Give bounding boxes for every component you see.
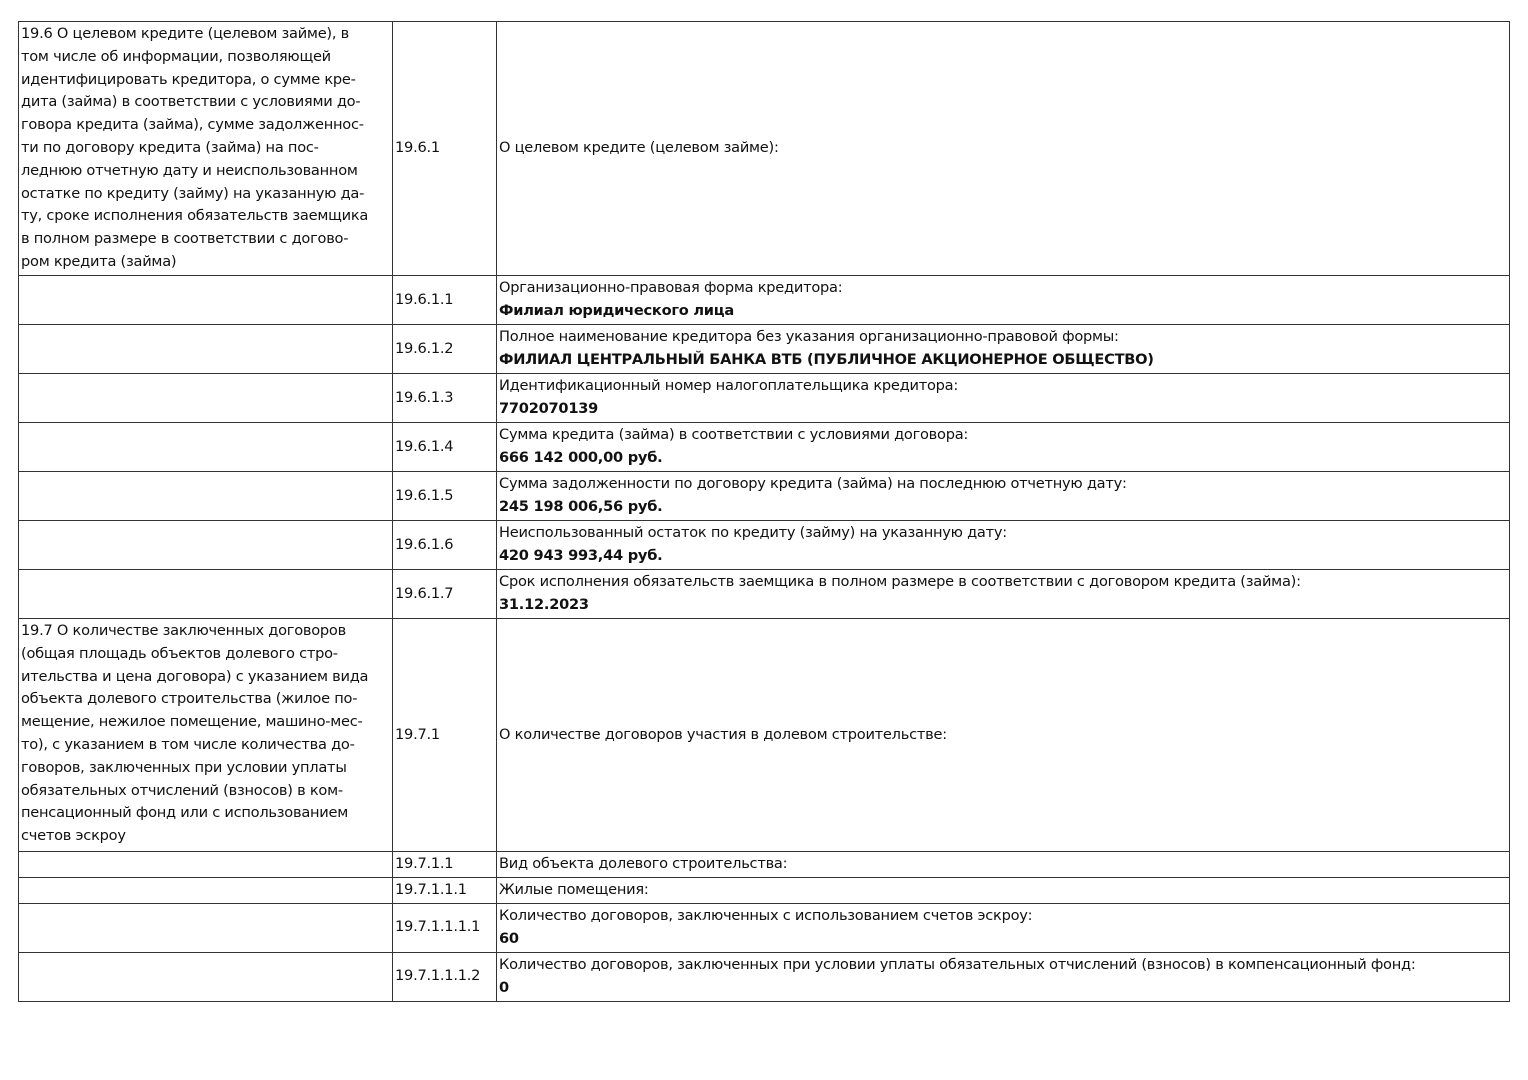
empty-cell <box>19 276 393 325</box>
table-row <box>19 22 1510 276</box>
empty-cell <box>19 472 393 521</box>
item-label: Полное наименование кредитора без указания организационно-правовой формы: <box>499 328 1119 346</box>
table-row <box>19 521 1510 570</box>
item-code: 19.7.1 <box>393 619 497 852</box>
empty-cell <box>19 570 393 619</box>
item-content <box>497 904 1510 953</box>
item-content <box>497 852 1510 878</box>
item-code: 19.6.1.7 <box>393 570 497 619</box>
table-row <box>19 472 1510 521</box>
item-value: 31.12.2023 <box>499 596 589 613</box>
section-description: 19.7 О количестве заключенных договоров (общая площадь объектов долевого стро- ительства и цена договора) с указанием вида объекта долевого строительства (жилое по- мещение, нежилое помещение, машино-мес- то), с указанием в том числе количества до- говоров, заключенных при условии уплаты обязательных отчислений (взносов) в ком- пенсационный фонд или с использованием счетов эскроу <box>19 619 393 852</box>
item-content <box>497 22 1510 276</box>
item-value: ФИЛИАЛ ЦЕНТРАЛЬНЫЙ БАНКА ВТБ (ПУБЛИЧНОЕ АКЦИОНЕРНОЕ ОБЩЕСТВО) <box>499 351 1154 368</box>
table-row <box>19 904 1510 953</box>
table-row <box>19 570 1510 619</box>
item-code: 19.6.1 <box>393 22 497 276</box>
item-code: 19.7.1.1.1.1 <box>393 904 497 953</box>
item-code: 19.6.1.4 <box>393 423 497 472</box>
table-row <box>19 423 1510 472</box>
table-row <box>19 325 1510 374</box>
table-row <box>19 952 1510 1001</box>
empty-cell <box>19 423 393 472</box>
item-label: Жилые помещения: <box>499 881 649 899</box>
item-code: 19.6.1.5 <box>393 472 497 521</box>
table-row <box>19 619 1510 852</box>
table-row <box>19 852 1510 878</box>
item-content <box>497 878 1510 904</box>
item-content <box>497 325 1510 374</box>
item-value: 420 943 993,44 руб. <box>499 547 663 564</box>
empty-cell <box>19 852 393 878</box>
empty-cell <box>19 878 393 904</box>
item-code: 19.7.1.1.1 <box>393 878 497 904</box>
item-content <box>497 521 1510 570</box>
empty-cell <box>19 904 393 953</box>
item-label: Вид объекта долевого строительства: <box>499 855 788 873</box>
item-value: 60 <box>499 929 519 947</box>
item-content <box>497 472 1510 521</box>
empty-cell <box>19 952 393 1001</box>
table-row <box>19 878 1510 904</box>
item-content <box>497 952 1510 1001</box>
item-label: Идентификационный номер налогоплательщика кредитора: <box>499 377 959 395</box>
item-label: Сумма задолженности по договору кредита (займа) на последнюю отчетную дату: <box>499 475 1127 493</box>
item-value: 245 198 006,56 руб. <box>499 498 663 515</box>
item-label: Неиспользованный остаток по кредиту (займу) на указанную дату: <box>499 524 1007 542</box>
item-code: 19.6.1.2 <box>393 325 497 374</box>
item-label: Организационно-правовая форма кредитора: <box>499 279 843 297</box>
table-row <box>19 374 1510 423</box>
item-content <box>497 570 1510 619</box>
section-description: 19.6 О целевом кредите (целевом займе), в том числе об информации, позволяющей идентифицировать кредитора, о сумме кре- дита (займа) в соответствии с условиями до- говора кредита (займа), сумме задолженнос- ти по договору кредита (займа) на пос- леднюю отчетную дату и неиспользованном остатке по кредиту (займу) на указанную да- ту, сроке исполнения обязательств заемщика в полном размере в соответствии с догово- ром кредита (займа) <box>19 22 393 276</box>
item-label: Сумма кредита (займа) в соответствии с условиями договора: <box>499 426 969 444</box>
disclosure-table <box>18 21 1510 1002</box>
item-content <box>497 423 1510 472</box>
item-content <box>497 276 1510 325</box>
empty-cell <box>19 521 393 570</box>
item-label: Срок исполнения обязательств заемщика в полном размере в соответствии с договором кредита (займа): <box>499 573 1301 591</box>
item-value: 7702070139 <box>499 400 599 417</box>
item-code: 19.7.1.1.1.2 <box>393 952 497 1001</box>
item-code: 19.6.1.1 <box>393 276 497 325</box>
item-label: Количество договоров, заключенных с использованием счетов эскроу: <box>499 907 1033 924</box>
table-row <box>19 276 1510 325</box>
empty-cell <box>19 325 393 374</box>
item-code: 19.7.1.1 <box>393 852 497 878</box>
item-label: Количество договоров, заключенных при условии уплаты обязательных отчислений (взносов) в компенсационный фонд: <box>499 955 1416 973</box>
item-value: 666 142 000,00 руб. <box>499 449 663 466</box>
item-value: 0 <box>499 978 509 996</box>
item-code: 19.6.1.3 <box>393 374 497 423</box>
item-content <box>497 374 1510 423</box>
item-content <box>497 619 1510 852</box>
empty-cell <box>19 374 393 423</box>
item-label: О количестве договоров участия в долевом строительстве: <box>499 725 947 743</box>
item-value: Филиал юридического лица <box>499 302 734 319</box>
item-label: О целевом кредите (целевом займе): <box>499 139 779 157</box>
item-code: 19.6.1.6 <box>393 521 497 570</box>
